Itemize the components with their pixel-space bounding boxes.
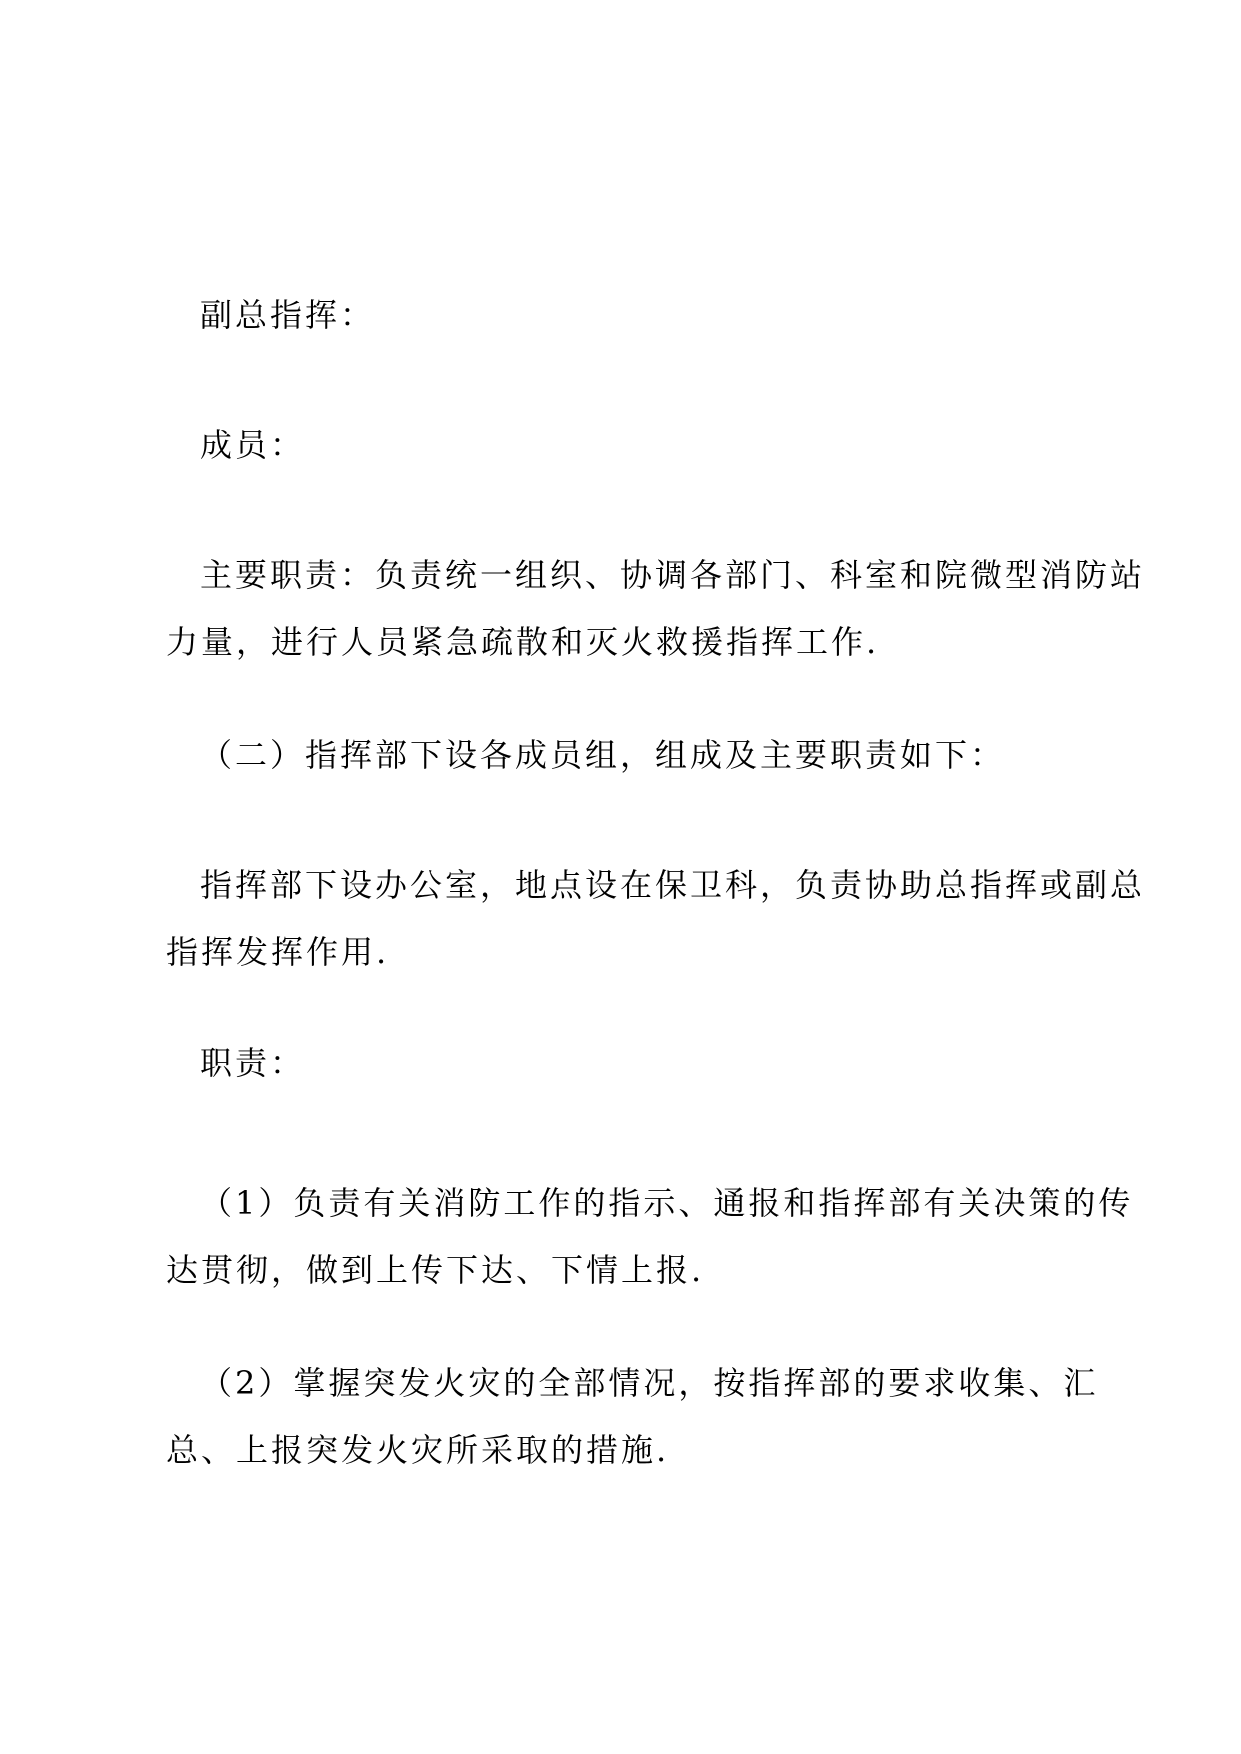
paragraph-line: （二）指挥部下设各成员组，组成及主要职责如下： (200, 736, 1006, 774)
paragraph-line: 主要职责：负责统一组织、协调各部门、科室和院微型消防站 (200, 556, 1146, 594)
paragraph-line: （2）掌握突发火灾的全部情况，按指挥部的要求收集、汇 (200, 1364, 1099, 1402)
paragraph-line: 指挥发挥作用. (166, 933, 390, 971)
paragraph-duties-label (166, 1030, 1096, 1097)
paragraph-line: 达贯彻，做到上传下达、下情上报. (166, 1251, 705, 1289)
paragraph-line: 成员： (200, 426, 306, 464)
paragraph-members (166, 412, 1096, 479)
paragraph-section-two-heading (166, 722, 1096, 789)
paragraph-office (166, 852, 1146, 986)
paragraph-line: 力量，进行人员紧急疏散和灭火救援指挥工作. (166, 623, 880, 661)
paragraph-line: 职责： (200, 1044, 306, 1082)
paragraph-duty-1 (166, 1170, 1134, 1304)
paragraph-line: 指挥部下设办公室，地点设在保卫科，负责协助总指挥或副总 (200, 866, 1146, 904)
paragraph-deputy-commander (166, 282, 1096, 349)
paragraph-line: 副总指挥： (200, 296, 376, 334)
paragraph-duty-2 (166, 1350, 1099, 1484)
paragraph-main-duties (166, 542, 1146, 676)
paragraph-line: 总、上报突发火灾所采取的措施. (166, 1431, 670, 1469)
paragraph-line: （1）负责有关消防工作的指示、通报和指挥部有关决策的传 (200, 1184, 1134, 1222)
